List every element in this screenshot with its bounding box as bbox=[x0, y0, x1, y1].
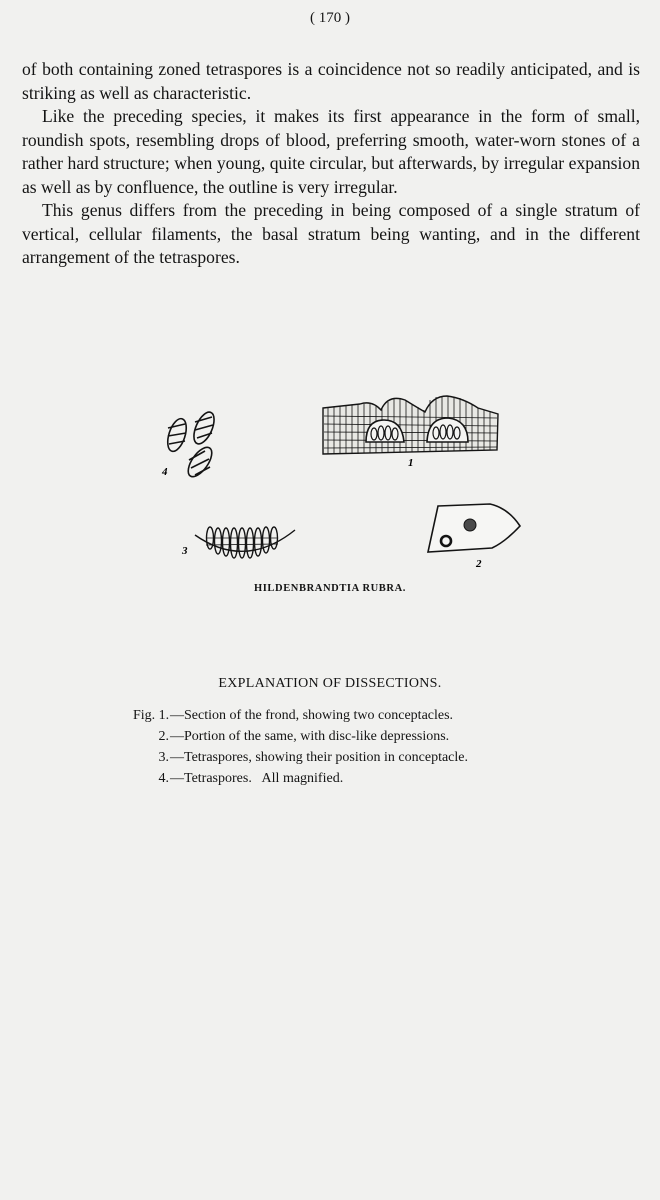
fig-4-tetraspores bbox=[164, 409, 218, 480]
figure-caption: HILDENBRANDTIA RUBRA. bbox=[253, 583, 407, 594]
page-number: ( 170 ) bbox=[310, 10, 350, 26]
fig-1-label: 1 bbox=[408, 457, 414, 469]
explanation-item bbox=[133, 726, 573, 747]
fig-2-label: 2 bbox=[476, 558, 482, 570]
fig-description: —Tetraspores. All magnified. bbox=[170, 771, 344, 786]
explanation-item bbox=[133, 747, 573, 768]
paragraph: This genus differs from the preceding in being composed of a single stratum of vertical, cellular filaments, the basal stratum being wanting, and in the different arrangement of the tetraspores. bbox=[22, 200, 640, 267]
explanation-item bbox=[133, 705, 573, 726]
fig-3-tetraspores-in-conceptacle bbox=[195, 527, 295, 558]
fig-number: 2. bbox=[158, 729, 169, 744]
fig-description: —Tetraspores, showing their position in conceptacle. bbox=[170, 750, 468, 765]
figure-plate bbox=[0, 390, 660, 610]
fig-description: —Portion of the same, with disc-like depressions. bbox=[170, 729, 450, 744]
fig-2-frond-portion bbox=[428, 504, 520, 552]
dissection-illustrations bbox=[0, 390, 660, 610]
body-text bbox=[22, 58, 640, 270]
paragraph: Like the preceding species, it makes its first appearance in the form of small, roundish spots, resembling drops of blood, preferring smooth, water-worn stones of a rather hard structure; when young, quite circular, but afterwards, by irregular expansion as well as by confluence, the outline is very irregular. bbox=[22, 106, 640, 197]
fig-number: 3. bbox=[158, 750, 169, 765]
paragraph: of both containing zoned tetraspores is a coincidence not so readily anticipated, and is striking as well as characteristic. bbox=[22, 59, 640, 103]
fig-number: Fig. 1. bbox=[133, 708, 170, 723]
fig-3-label: 3 bbox=[182, 545, 188, 557]
fig-number: 4. bbox=[158, 771, 169, 786]
fig-4-label: 4 bbox=[162, 466, 168, 478]
fig-description: —Section of the frond, showing two conceptacles. bbox=[170, 708, 454, 723]
explanation-title: EXPLANATION OF DISSECTIONS. bbox=[218, 676, 442, 691]
explanation-list bbox=[133, 705, 573, 789]
explanation-item bbox=[133, 768, 573, 789]
fig-1-frond-section bbox=[323, 396, 498, 454]
